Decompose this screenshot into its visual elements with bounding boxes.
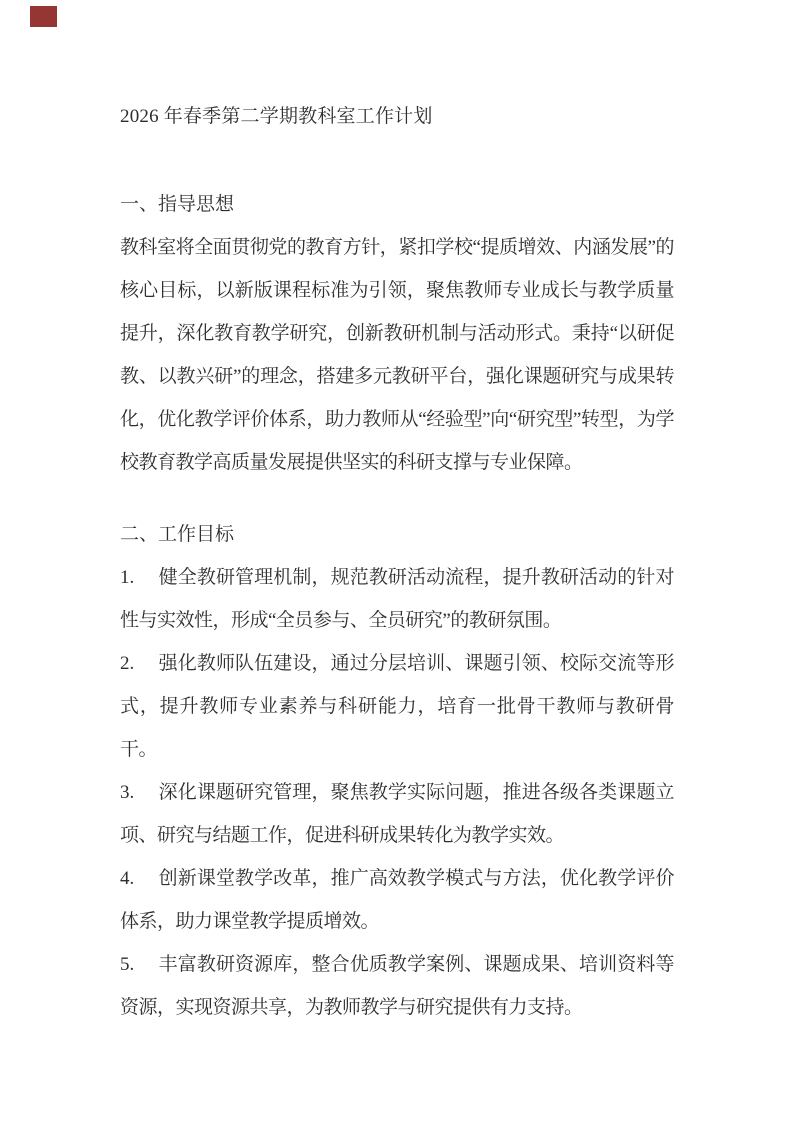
item-number: 2. [120,653,135,674]
item-number: 5. [120,954,135,975]
work-goal-item-5 [120,943,674,1029]
item-number: 1. [120,567,135,588]
work-goal-item-4 [120,857,674,943]
document-title: 2026 年春季第二学期教科室工作计划 [120,106,433,127]
guiding-ideology-paragraph: 教科室将全面贯彻党的教育方针，紧扣学校“提质增效、内涵发展”的核心目标，以新版课程标准为引领，聚焦教师专业成长与教学质量提升，深化教育教学研究，创新教研机制与活动形式。秉持“以研促教、以教兴研”的理念，搭建多元教研平台，强化课题研究与成果转化，优化教学评价体系，助力教师从“经验型”向“研究型”转型，为学校教育教学高质量发展提供坚实的科研支撑与专业保障。 [120,237,674,473]
item-text: 强化教师队伍建设，通过分层培训、课题引领、校际交流等形式，提升教师专业素养与科研能力，培育一批骨干教师与教研骨干。 [120,653,674,760]
item-number: 4. [120,868,135,889]
item-text: 深化课题研究管理，聚焦教学实际问题，推进各级各类课题立项、研究与结题工作，促进科研成果转化为教学实效。 [120,782,674,846]
work-goal-item-2 [120,642,674,771]
item-number: 3. [120,782,135,803]
red-mark [30,6,57,27]
item-text: 丰富教研资源库，整合优质教学案例、课题成果、培训资料等资源，实现资源共享，为教师教学与研究提供有力支持。 [120,954,674,1018]
work-goal-item-1 [120,556,674,642]
section-heading-guiding-ideology: 一、指导思想 [120,194,235,215]
item-text: 创新课堂教学改革，推广高效教学模式与方法，优化教学评价体系，助力课堂教学提质增效。 [120,868,674,932]
work-goal-item-3 [120,771,674,857]
section-heading-work-goals: 二、工作目标 [120,524,235,545]
item-text: 健全教研管理机制，规范教研活动流程，提升教研活动的针对性与实效性，形成“全员参与、全员研究”的教研氛围。 [120,567,674,631]
